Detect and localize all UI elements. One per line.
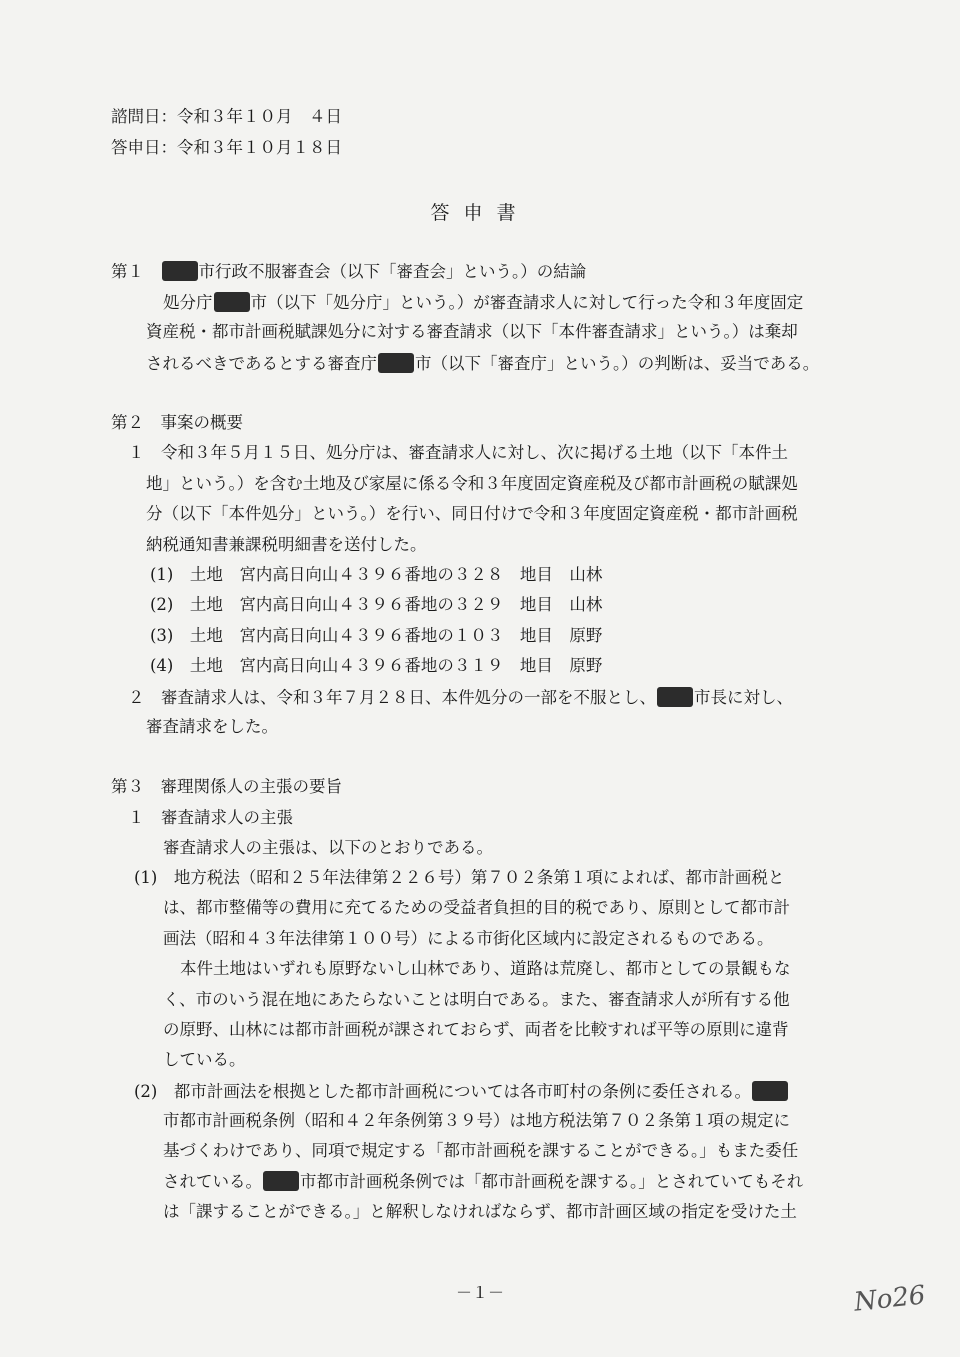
land-list-item: (1) 土地 宮内高日向山４３９６番地の３２８ 地目 山林 xyxy=(150,565,603,584)
document-title: 答申書 xyxy=(430,202,530,224)
redaction-mark xyxy=(378,353,414,373)
inquiry-date: 諮問日：令和３年１０月 ４日 xyxy=(111,107,342,126)
section3-p2-line4 xyxy=(163,1171,803,1192)
section3-intro: 審査請求人の主張は、以下のとおりである。 xyxy=(163,838,493,857)
section3-p1-line7: している。 xyxy=(163,1050,246,1069)
section3-sub1: １ 審査請求人の主張 xyxy=(128,808,293,827)
section3-p1-line2: は、都市整備等の費用に充てるための受益者負担的目的税であり、原則として都市計 xyxy=(163,898,790,917)
section3-p1-line4: 本件土地はいずれも原野ないし山林であり、道路は荒廃し、都市としての景観もな xyxy=(180,959,791,978)
land-list-item: (2) 土地 宮内高日向山４３９６番地の３２９ 地目 山林 xyxy=(150,595,603,614)
section2-item2-line2: 審査請求をした。 xyxy=(146,717,278,736)
section3-p2-line4a: されている。 xyxy=(163,1172,262,1191)
section1-line1b: 市（以下「処分庁」という。）が審査請求人に対して行った令和３年度固定 xyxy=(250,293,804,312)
section1-line3b: 市（以下「審査庁」という。）の判断は、妥当である。 xyxy=(415,354,820,373)
section1-line1a: 処分庁 xyxy=(163,293,213,312)
page-number: －１－ xyxy=(455,1283,504,1302)
section2-heading: 第２ 事案の概要 xyxy=(111,413,243,432)
section1-line2: 資産税・都市計画税賦課処分に対する審査請求（以下「本件審査請求」という。）は棄却 xyxy=(146,322,798,341)
section3-p1-line1: (1) 地方税法（昭和２５年法律第２２６号）第７０２条第１項によれば、都市計画税と xyxy=(134,868,785,887)
redaction-mark xyxy=(214,292,250,312)
redaction-mark xyxy=(162,261,198,281)
land-list-item: (4) 土地 宮内高日向山４３９６番地の３１９ 地目 原野 xyxy=(150,656,603,675)
section3-p1-line3: 画法（昭和４３年法律第１００号）による市街化区域内に設定されるものである。 xyxy=(163,929,774,948)
section3-p2-line4b: 市都市計画税条例では「都市計画税を課する。」とされていてもそれ xyxy=(300,1172,804,1191)
redaction-mark xyxy=(752,1081,788,1101)
section3-p1-line6: の原野、山林には都市計画税が課されておらず、両者を比較すれば平等の原則に違背 xyxy=(163,1020,789,1039)
section1-heading-text: 市行政不服審査会（以下「審査会」という。）の結論 xyxy=(198,262,587,281)
section2-item2-line1b: 市長に対し、 xyxy=(694,688,793,707)
handwritten-note: No26 xyxy=(852,1280,927,1318)
report-date: 答申日：令和３年１０月１８日 xyxy=(111,138,342,157)
section3-p2-line1 xyxy=(134,1081,789,1102)
section3-p2-line1-text: (2) 都市計画法を根拠とした都市計画税については各市町村の条例に委任される。 xyxy=(134,1082,752,1101)
section2-item1-line4: 納税通知書兼課税明細書を送付した。 xyxy=(146,535,427,554)
section2-item1-line1: １ 令和３年５月１５日、処分庁は、審査請求人に対し、次に掲げる土地（以下「本件土 xyxy=(128,443,788,462)
section3-p2-line3: 基づくわけであり、同項で規定する「都市計画税を課することができる。」もまた委任 xyxy=(163,1141,799,1160)
section2-item1-line3: 分（以下「本件処分」という。）を行い、同日付けで令和３年度固定資産税・都市計画税 xyxy=(146,504,798,523)
section1-heading-prefix: 第１ xyxy=(111,262,161,281)
section1-line3a: されるべきであるとする審査庁 xyxy=(146,354,377,373)
section1-line1 xyxy=(163,292,803,313)
land-list-item: (3) 土地 宮内高日向山４３９６番地の１０３ 地目 原野 xyxy=(150,626,603,645)
section3-p2-line2: 市都市計画税条例（昭和４２年条例第３９号）は地方税法第７０２条第１項の規定に xyxy=(163,1111,790,1130)
section3-heading: 第３ 審理関係人の主張の要旨 xyxy=(111,777,342,796)
section1-heading xyxy=(111,261,586,282)
section1-line3 xyxy=(146,353,819,374)
section2-item1-line2: 地」という。）を含む土地及び家屋に係る令和３年度固定資産税及び都市計画税の賦課処 xyxy=(146,474,798,493)
redaction-mark xyxy=(657,687,693,707)
section3-p1-line5: く、市のいう混在地にあたらないことは明白である。また、審査請求人が所有する他 xyxy=(163,990,790,1009)
section2-item2-line1 xyxy=(128,687,793,708)
section3-p2-line5: は「課することができる。」と解釈しなければならず、都市計画区域の指定を受けた土 xyxy=(163,1202,797,1221)
section2-item2-line1a: ２ 審査請求人は、令和３年７月２８日、本件処分の一部を不服とし、 xyxy=(128,688,656,707)
redaction-mark xyxy=(263,1171,299,1191)
